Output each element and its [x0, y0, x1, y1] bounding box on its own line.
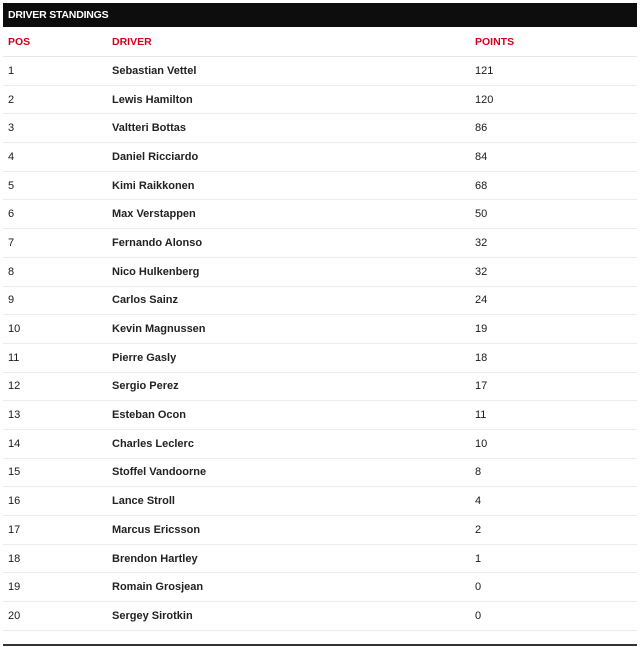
points-cell: 0	[470, 602, 637, 631]
points-cell: 1	[470, 544, 637, 573]
driver-name-cell: Pierre Gasly	[107, 343, 470, 372]
position-cell: 10	[3, 315, 107, 344]
table-row	[3, 57, 637, 86]
driver-name-cell: Kimi Raikkonen	[107, 171, 470, 200]
points-cell: 19	[470, 315, 637, 344]
driver-name-cell: Max Verstappen	[107, 200, 470, 229]
position-cell: 16	[3, 487, 107, 516]
driver-name-cell: Brendon Hartley	[107, 544, 470, 573]
points-cell: 4	[470, 487, 637, 516]
position-cell: 11	[3, 343, 107, 372]
driver-name-cell: Esteban Ocon	[107, 401, 470, 430]
driver-name-cell: Sergio Perez	[107, 372, 470, 401]
table-row	[3, 401, 637, 430]
column-header-pos: POS	[3, 27, 107, 57]
driver-standings-widget	[3, 3, 637, 631]
table-row	[3, 516, 637, 545]
driver-name-cell: Daniel Ricciardo	[107, 143, 470, 172]
table-row	[3, 315, 637, 344]
driver-name-cell: Sebastian Vettel	[107, 57, 470, 86]
table-row	[3, 286, 637, 315]
table-row	[3, 458, 637, 487]
table-row	[3, 429, 637, 458]
points-cell: 8	[470, 458, 637, 487]
table-row	[3, 143, 637, 172]
position-cell: 4	[3, 143, 107, 172]
position-cell: 17	[3, 516, 107, 545]
driver-name-cell: Valtteri Bottas	[107, 114, 470, 143]
position-cell: 18	[3, 544, 107, 573]
widget-title: DRIVER STANDINGS	[3, 3, 637, 27]
points-cell: 24	[470, 286, 637, 315]
points-cell: 11	[470, 401, 637, 430]
driver-name-cell: Lewis Hamilton	[107, 85, 470, 114]
table-row	[3, 114, 637, 143]
table-row	[3, 200, 637, 229]
column-header-points: POINTS	[470, 27, 637, 57]
points-cell: 32	[470, 229, 637, 258]
position-cell: 20	[3, 602, 107, 631]
points-cell: 86	[470, 114, 637, 143]
points-cell: 50	[470, 200, 637, 229]
position-cell: 12	[3, 372, 107, 401]
position-cell: 5	[3, 171, 107, 200]
driver-name-cell: Carlos Sainz	[107, 286, 470, 315]
points-cell: 17	[470, 372, 637, 401]
driver-name-cell: Romain Grosjean	[107, 573, 470, 602]
driver-name-cell: Fernando Alonso	[107, 229, 470, 258]
table-row	[3, 544, 637, 573]
table-row	[3, 85, 637, 114]
position-cell: 2	[3, 85, 107, 114]
driver-name-cell: Stoffel Vandoorne	[107, 458, 470, 487]
points-cell: 121	[470, 57, 637, 86]
position-cell: 6	[3, 200, 107, 229]
position-cell: 19	[3, 573, 107, 602]
driver-name-cell: Sergey Sirotkin	[107, 602, 470, 631]
position-cell: 15	[3, 458, 107, 487]
table-row	[3, 171, 637, 200]
table-row	[3, 487, 637, 516]
position-cell: 7	[3, 229, 107, 258]
points-cell: 120	[470, 85, 637, 114]
driver-name-cell: Charles Leclerc	[107, 429, 470, 458]
points-cell: 84	[470, 143, 637, 172]
table-row	[3, 229, 637, 258]
driver-name-cell: Nico Hulkenberg	[107, 257, 470, 286]
table-body	[3, 57, 637, 631]
table-row	[3, 602, 637, 631]
header-row	[3, 27, 637, 57]
position-cell: 1	[3, 57, 107, 86]
standings-table	[3, 27, 637, 631]
table-row	[3, 257, 637, 286]
position-cell: 9	[3, 286, 107, 315]
driver-name-cell: Kevin Magnussen	[107, 315, 470, 344]
points-cell: 0	[470, 573, 637, 602]
table-row	[3, 372, 637, 401]
driver-name-cell: Lance Stroll	[107, 487, 470, 516]
position-cell: 13	[3, 401, 107, 430]
bottom-divider	[3, 644, 637, 646]
table-row	[3, 573, 637, 602]
points-cell: 68	[470, 171, 637, 200]
position-cell: 8	[3, 257, 107, 286]
driver-name-cell: Marcus Ericsson	[107, 516, 470, 545]
points-cell: 2	[470, 516, 637, 545]
table-header	[3, 27, 637, 57]
position-cell: 14	[3, 429, 107, 458]
points-cell: 32	[470, 257, 637, 286]
table-row	[3, 343, 637, 372]
column-header-driver: DRIVER	[107, 27, 470, 57]
points-cell: 10	[470, 429, 637, 458]
position-cell: 3	[3, 114, 107, 143]
points-cell: 18	[470, 343, 637, 372]
